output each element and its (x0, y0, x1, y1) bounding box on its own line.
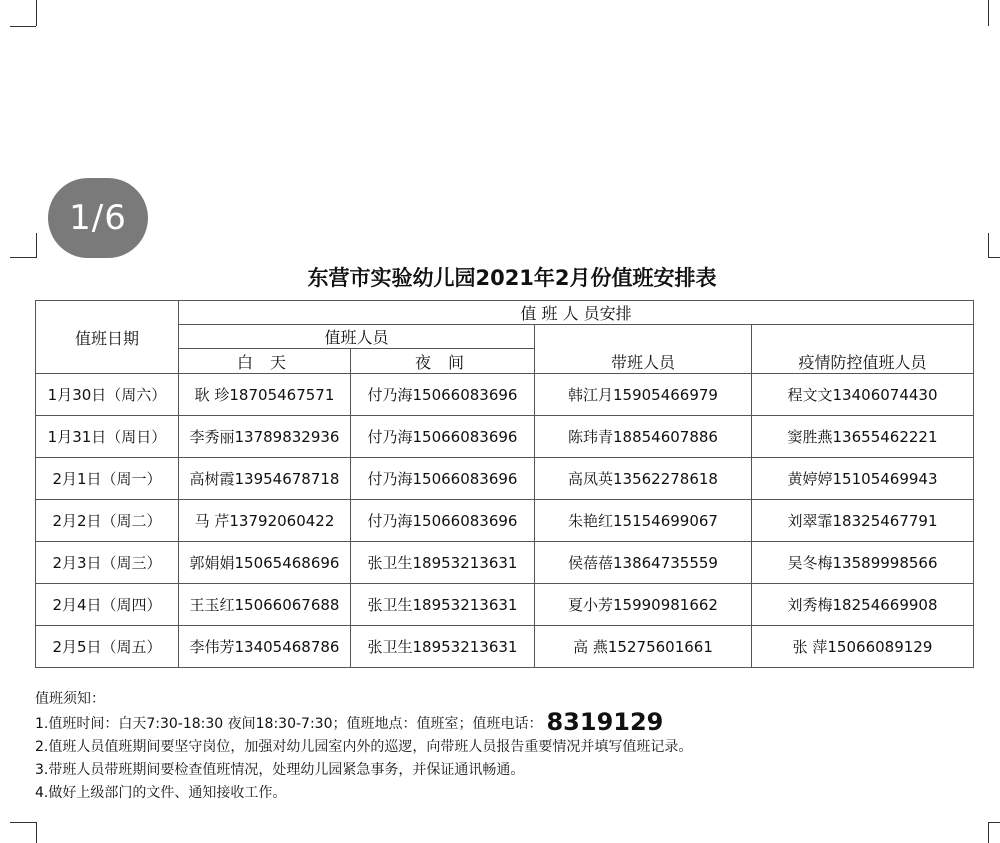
cell-epidemic: 吴冬梅13589998566 (752, 542, 974, 584)
cell-date: 2月5日（周五） (36, 626, 179, 668)
table-row (36, 500, 974, 542)
cell-epidemic: 黄婷婷15105469943 (752, 458, 974, 500)
document-title: 东营市实验幼儿园2021年2月份值班安排表 (307, 266, 717, 290)
cell-date: 2月1日（周一） (36, 458, 179, 500)
notes-line-1 (35, 708, 975, 736)
table-row (36, 458, 974, 500)
header-epidemic: 疫情防控值班人员 (752, 325, 974, 374)
cell-day: 李伟芳13405468786 (179, 626, 351, 668)
page-indicator: 1/6 (48, 178, 148, 258)
cell-night: 张卫生18953213631 (351, 584, 535, 626)
cell-epidemic: 张 萍15066089129 (752, 626, 974, 668)
cell-date: 2月2日（周二） (36, 500, 179, 542)
crop-mark (10, 233, 37, 258)
duty-schedule-table (35, 300, 974, 668)
cell-night: 张卫生18953213631 (351, 542, 535, 584)
cell-day: 马 芹13792060422 (179, 500, 351, 542)
crop-mark (10, 26, 36, 27)
cell-date: 1月31日（周日） (36, 416, 179, 458)
header-group: 值 班 人 员安排 (179, 301, 974, 325)
cell-leader: 夏小芳15990981662 (535, 584, 752, 626)
header-staff: 值班人员 (179, 325, 535, 349)
notes-line-2: 2.值班人员值班期间要坚守岗位，加强对幼儿园室内外的巡逻，向带班人员报告重要情况并填写值班记录。 (35, 739, 693, 755)
cell-day: 李秀丽13789832936 (179, 416, 351, 458)
table-row (36, 416, 974, 458)
notes-line-1-text: 1.值班时间：白天7:30-18:30 夜间18:30-7:30；值班地点：值班室；值班电话： (35, 716, 543, 732)
cell-leader: 高凤英13562278618 (535, 458, 752, 500)
header-leader: 带班人员 (535, 325, 752, 374)
cell-date: 1月30日（周六） (36, 374, 179, 416)
cell-epidemic: 刘秀梅18254669908 (752, 584, 974, 626)
cell-night: 付乃海15066083696 (351, 416, 535, 458)
cell-date: 2月4日（周四） (36, 584, 179, 626)
header-night: 夜 间 (351, 349, 535, 374)
crop-mark (988, 0, 989, 26)
cell-night: 付乃海15066083696 (351, 500, 535, 542)
cell-leader: 朱艳红15154699067 (535, 500, 752, 542)
crop-mark (988, 822, 1000, 843)
duty-notes (35, 688, 975, 805)
table-row (36, 374, 974, 416)
cell-epidemic: 程文文13406074430 (752, 374, 974, 416)
cell-day: 王玉红15066067688 (179, 584, 351, 626)
cell-night: 付乃海15066083696 (351, 458, 535, 500)
cell-night: 张卫生18953213631 (351, 626, 535, 668)
header-day: 白 天 (179, 349, 351, 374)
cell-epidemic: 窦胜燕13655462221 (752, 416, 974, 458)
notes-heading: 值班须知： (35, 691, 105, 707)
crop-mark (10, 822, 37, 843)
cell-leader: 侯蓓蓓13864735559 (535, 542, 752, 584)
duty-phone-number: 8319129 (546, 708, 664, 736)
cell-day: 郭娟娟15065468696 (179, 542, 351, 584)
crop-mark (36, 0, 37, 26)
cell-night: 付乃海15066083696 (351, 374, 535, 416)
crop-mark (988, 233, 1000, 258)
cell-leader: 高 燕15275601661 (535, 626, 752, 668)
notes-line-3: 3.带班人员带班期间要检查值班情况，处理幼儿园紧急事务，并保证通讯畅通。 (35, 762, 525, 778)
cell-day: 耿 珍18705467571 (179, 374, 351, 416)
cell-epidemic: 刘翠霏18325467791 (752, 500, 974, 542)
header-date: 值班日期 (36, 301, 179, 374)
cell-date: 2月3日（周三） (36, 542, 179, 584)
table-row (36, 584, 974, 626)
cell-leader: 陈玮青18854607886 (535, 416, 752, 458)
cell-leader: 韩江月15905466979 (535, 374, 752, 416)
table-row (36, 542, 974, 584)
notes-line-4: 4.做好上级部门的文件、通知接收工作。 (35, 785, 287, 801)
cell-day: 高树霞13954678718 (179, 458, 351, 500)
table-row (36, 626, 974, 668)
